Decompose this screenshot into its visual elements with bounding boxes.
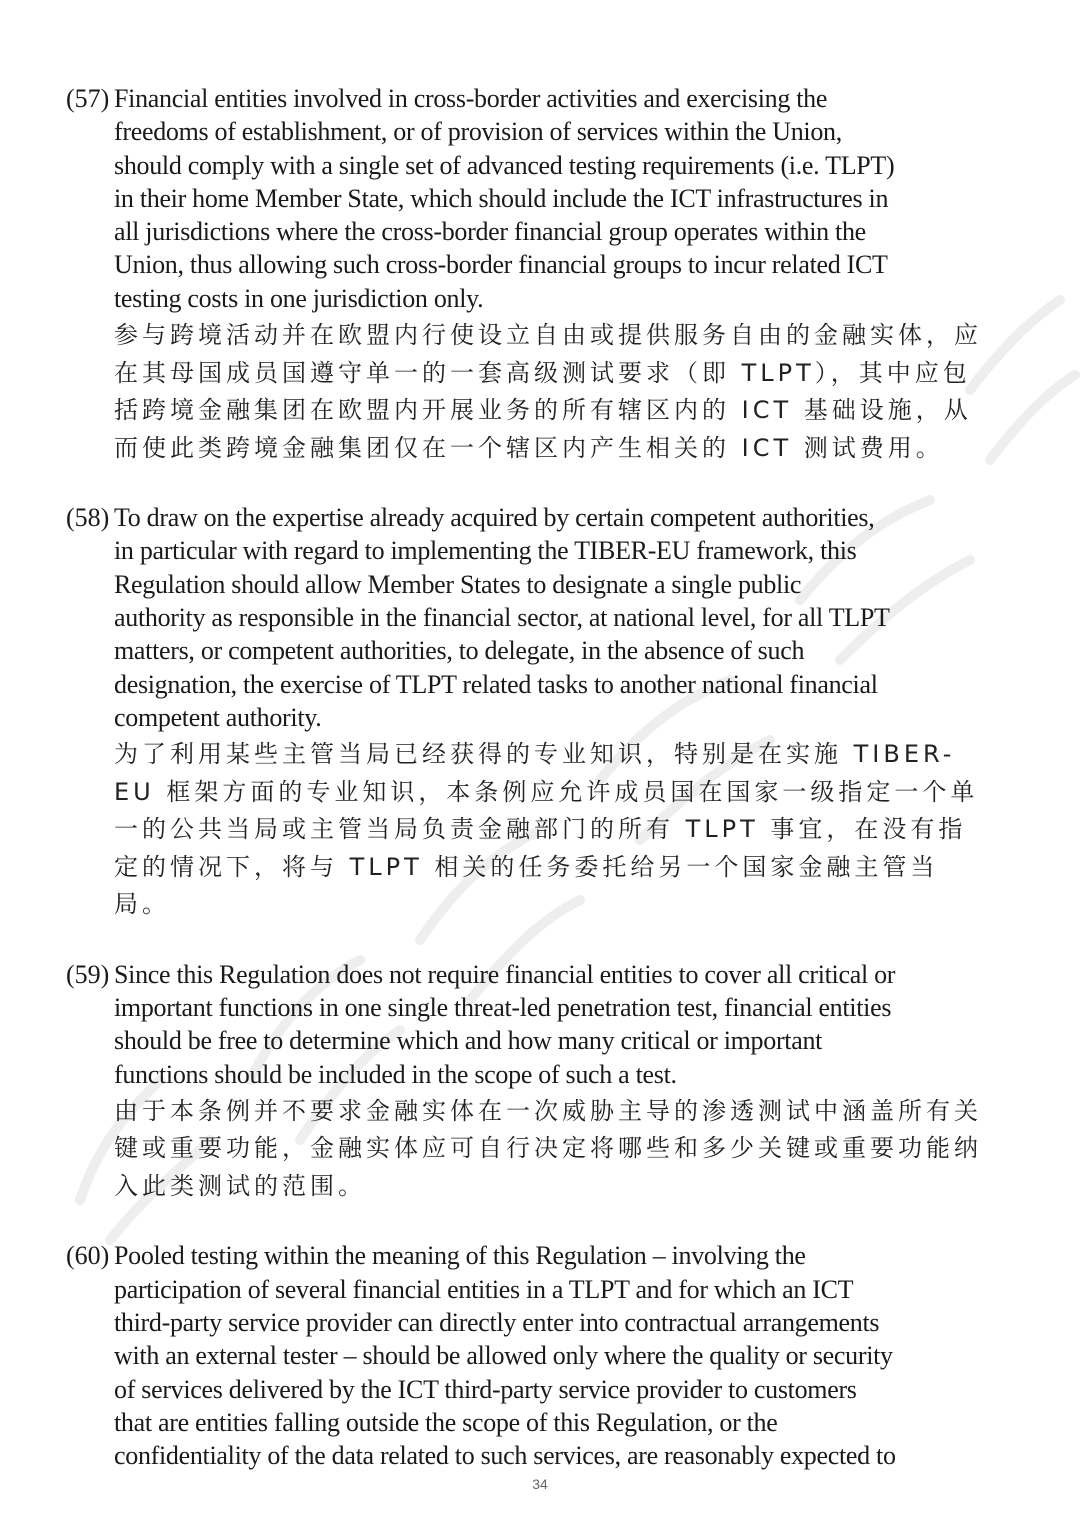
paragraph-58 [66,501,1026,924]
paragraph-59 [66,958,1026,1206]
paragraph-chinese-text: 由于本条例并不要求金融实体在一次威胁主导的渗透测试中涵盖所有关 键或重要功能，金融实体应可自行决定将哪些和多少关键或重要功能纳 入此类测试的范围。 [114,1096,982,1200]
paragraph-english-text: Financial entities involved in cross-border activities and exercising the freedoms of establishment, or of provision of services within the Union, should comply with a single set of advanced testing requirements (i.e. TLPT) in their home Member State, which should include the ICT infrastructures in all jurisdictions where the cross-border financial group operates within the Union, thus allowing such cross-border financial groups to incur related ICT testing costs in one jurisdiction only. [114,84,895,313]
paragraph-chinese-text: 为了利用某些主管当局已经获得的专业知识，特别是在实施 TIBER- EU 框架方面的专业知识，本条例应允许成员国在国家一级指定一个单 一的公共当局或主管当局负责金融部门的所有 TLPT 事宜，在没有指 定的情况下，将与 TLPT 相关的任务委托给另一个国家金融主管当 局。 [114,740,979,919]
paragraph-number: (57) [66,84,110,113]
document-body [66,82,1026,1506]
paragraph-english-text: To draw on the expertise already acquired by certain competent authorities, in particular with regard to implementing the TIBER-EU framework, this Regulation should allow Member States to designate a single public authority as responsible in the financial sector, at national level, for all TLPT matters, or competent authorities, to delegate, in the absence of such designation, the exercise of TLPT related tasks to another national financial competent authority. [114,503,890,732]
paragraph-number: (58) [66,503,110,533]
paragraph-number: (59) [66,959,110,989]
paragraph-60 [66,1239,1026,1472]
paragraph-english-text: Since this Regulation does not require financial entities to cover all critical or important functions in one single threat-led penetration test, financial entities should be free to determine which and how many critical or important functions should be included in the scope of such a test. [114,959,896,1089]
page-number: 34 [532,1476,548,1492]
paragraph-number: (60) [66,1241,110,1271]
paragraph-57 [66,82,1026,467]
paragraph-english-text: Pooled testing within the meaning of this Regulation – involving the participation of several financial entities in a TLPT and for which an ICT third-party service provider can directly enter into contractual arrangements with an external tester – should be allowed only where the quality or security of services delivered by the ICT third-party service provider to customers that are entities falling outside the scope of this Regulation, or the confidentiality of the data related to such services, are reasonably expected to [114,1241,896,1471]
paragraph-chinese-text: 参与跨境活动并在欧盟内行使设立自由或提供服务自由的金融实体，应 在其母国成员国遵守单一的一套高级测试要求（即 TLPT），其中应包 括跨境金融集团在欧盟内开展业务的所有辖区内的 ICT 基础设施，从 而使此类跨境金融集团仅在一个辖区内产生相关的 ICT 测试费用。 [114,321,982,462]
